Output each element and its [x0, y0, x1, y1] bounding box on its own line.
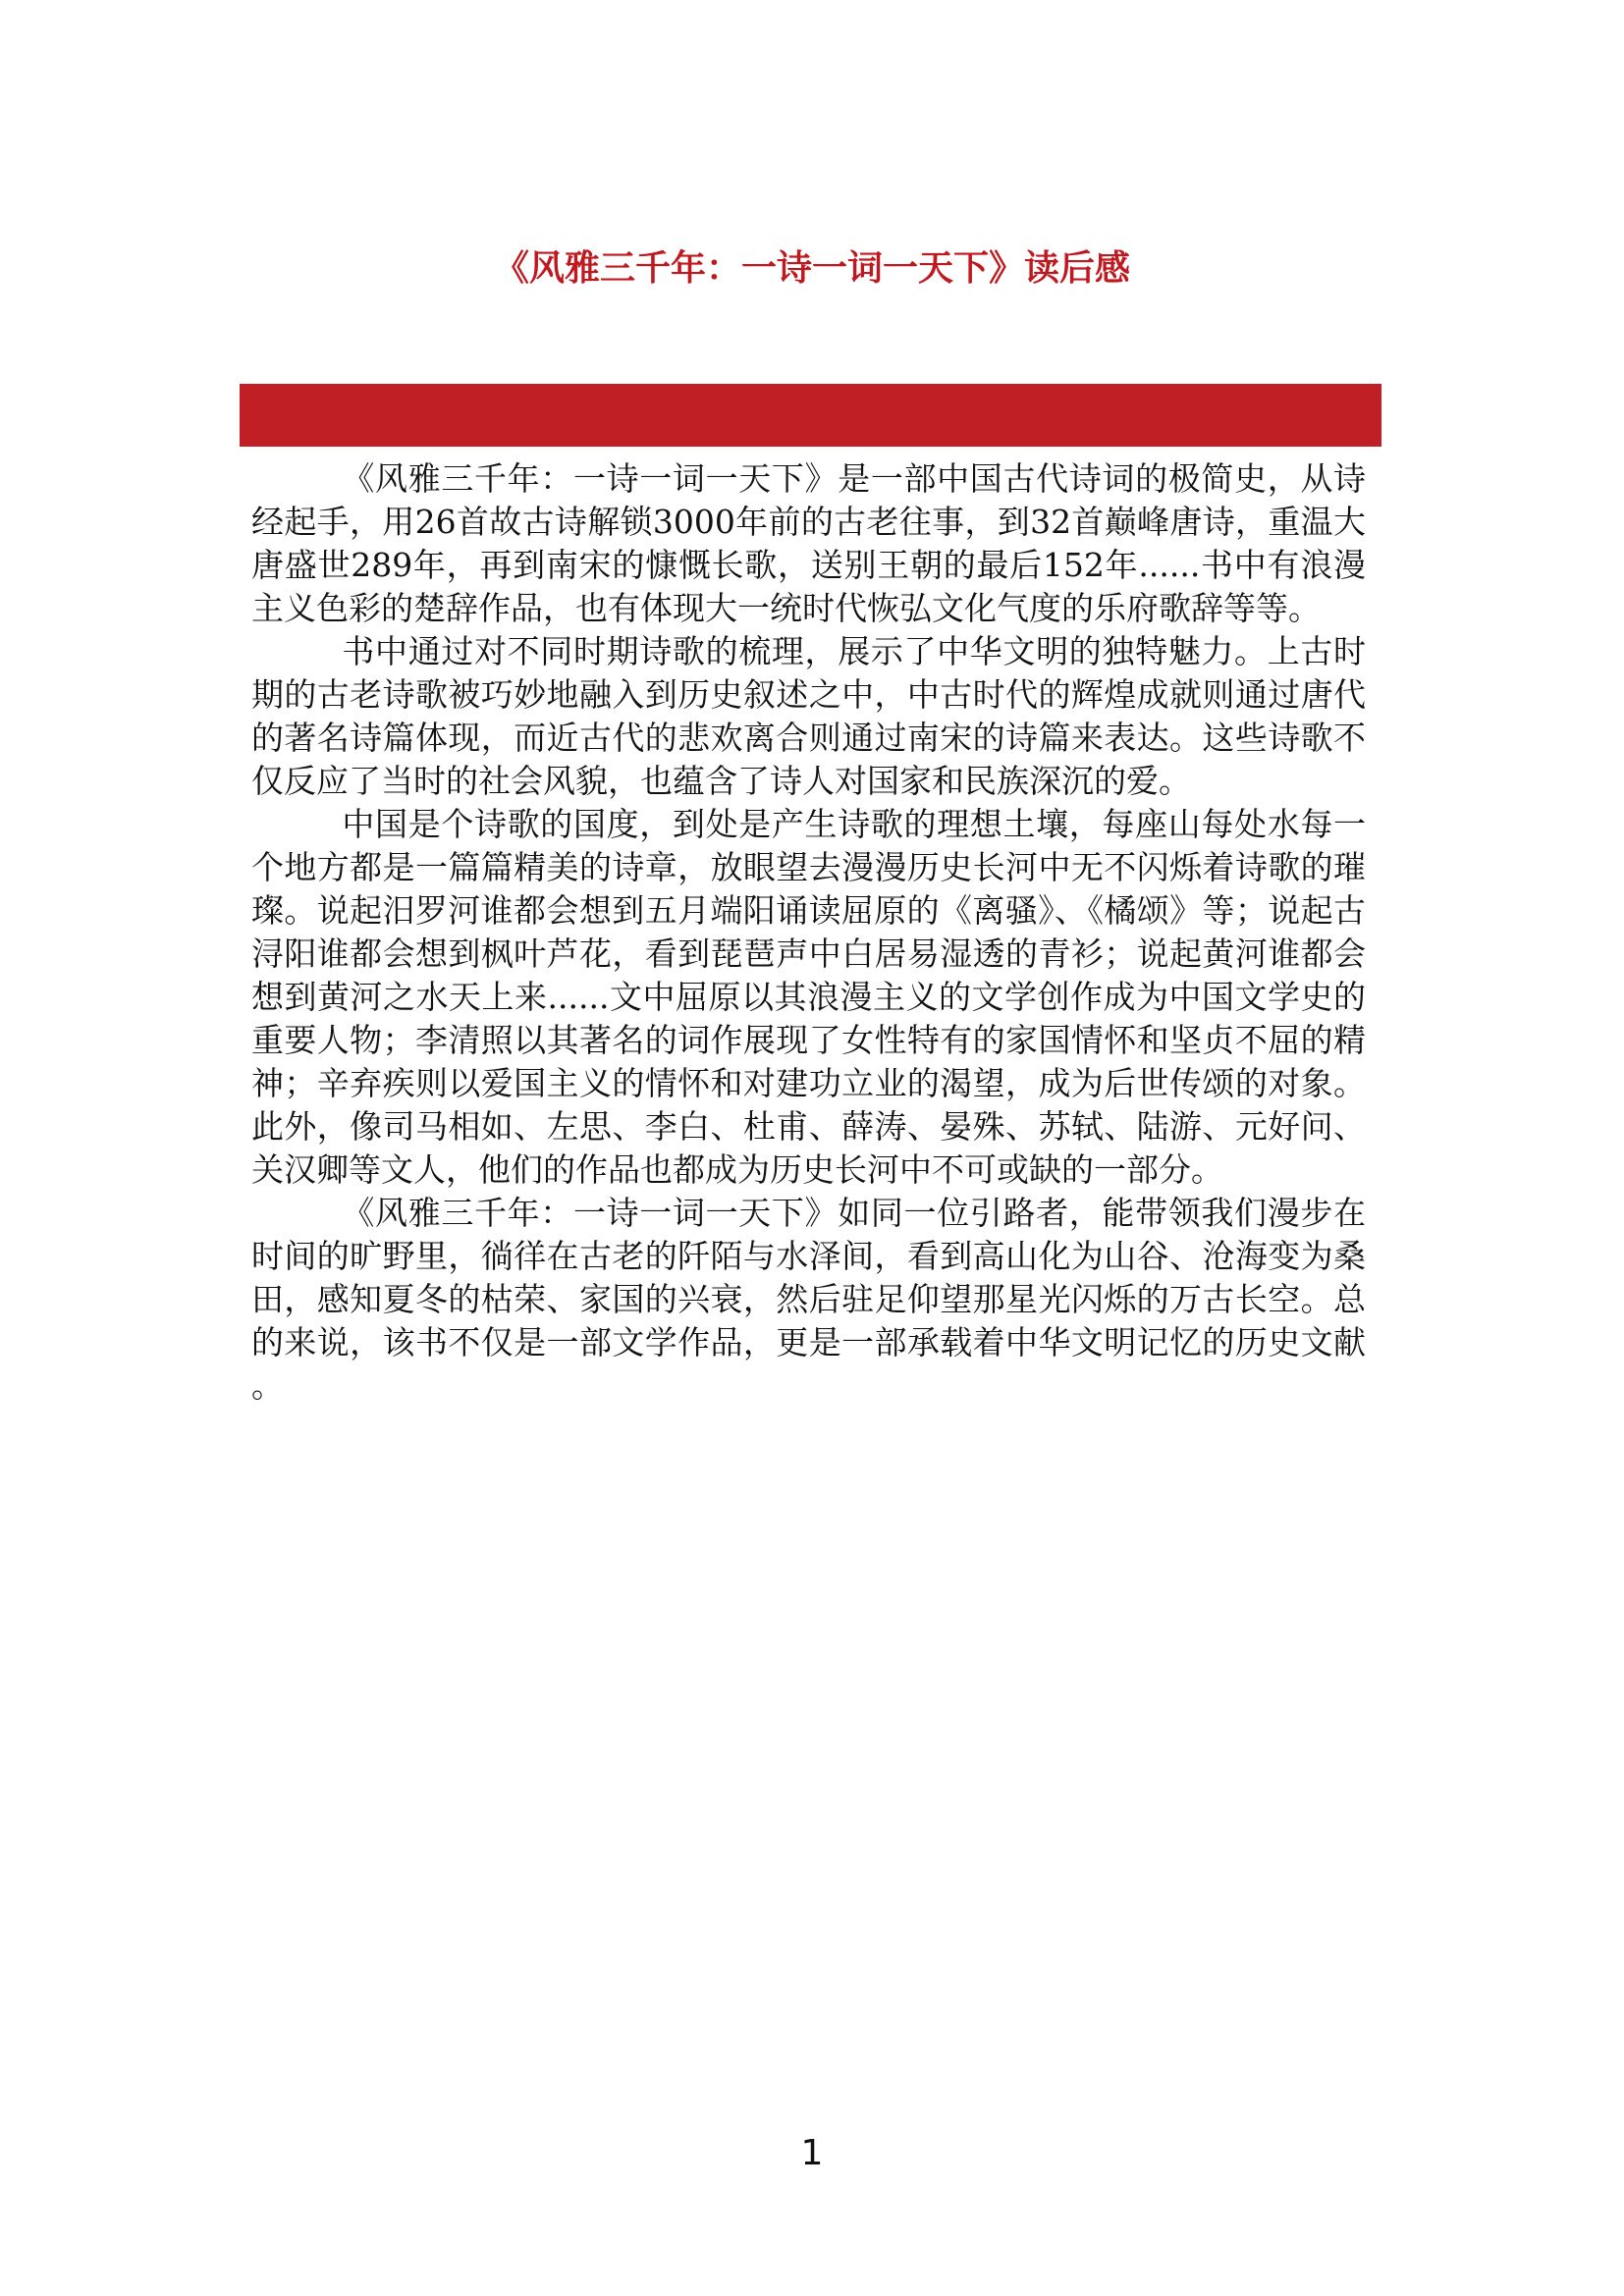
document-title: 《风雅三千年：一诗一词一天下》读后感	[493, 248, 1130, 289]
paragraph: 《风雅三千年：一诗一词一天下》如同一位引路者，能带领我们漫步在时间的旷野里，徜徉在古老的阡陌与水泽间，看到高山化为山谷、沧海变为桑田，感知夏冬的枯荣、家国的兴衰，然后驻足仰望那星光闪烁的万古长空。总的来说，该书不仅是一部文学作品，更是一部承载着中华文明记忆的历史文献。	[251, 1194, 1366, 1405]
article-body	[251, 457, 1366, 1408]
page-number: 1	[800, 2133, 824, 2173]
paragraph: 中国是个诗歌的国度，到处是产生诗歌的理想土壤，每座山每处水每一个地方都是一篇篇精美的诗章，放眼望去漫漫历史长河中无不闪烁着诗歌的璀璨。说起汨罗河谁都会想到五月端阳诵读屈原的《离骚》、《橘颂》等；说起古浔阳谁都会想到枫叶芦花，看到琵琶声中白居易湿透的青衫；说起黄河谁都会想到黄河之水天上来......文中屈原以其浪漫主义的文学创作成为中国文学史的重要人物；李清照以其著名的词作展现了女性特有的家国情怀和坚贞不屈的精神；辛弃疾则以爱国主义的情怀和对建功立业的渴望，成为后世传颂的对象。此外，像司马相如、左思、李白、杜甫、薛涛、晏殊、苏轼、陆游、元好问、关汉卿等文人，他们的作品也都成为历史长河中不可或缺的一部分。	[251, 805, 1366, 1189]
title-band	[240, 384, 1381, 447]
paragraph: 书中通过对不同时期诗歌的梳理，展示了中华文明的独特魅力。上古时期的古老诗歌被巧妙地融入到历史叙述之中，中古时代的辉煌成就则通过唐代的著名诗篇体现，而近古代的悲欢离合则通过南宋的诗篇来表达。这些诗歌不仅反应了当时的社会风貌，也蕴含了诗人对国家和民族深沉的爱。	[251, 632, 1366, 800]
paragraph: 《风雅三千年：一诗一词一天下》是一部中国古代诗词的极简史，从诗经起手，用26首故古诗解锁3000年前的古老往事，到32首巅峰唐诗，重温大唐盛世289年，再到南宋的慷慨长歌，送别王朝的最后152年......书中有浪漫主义色彩的楚辞作品，也有体现大一统时代恢弘文化气度的乐府歌辞等等。	[251, 459, 1366, 627]
